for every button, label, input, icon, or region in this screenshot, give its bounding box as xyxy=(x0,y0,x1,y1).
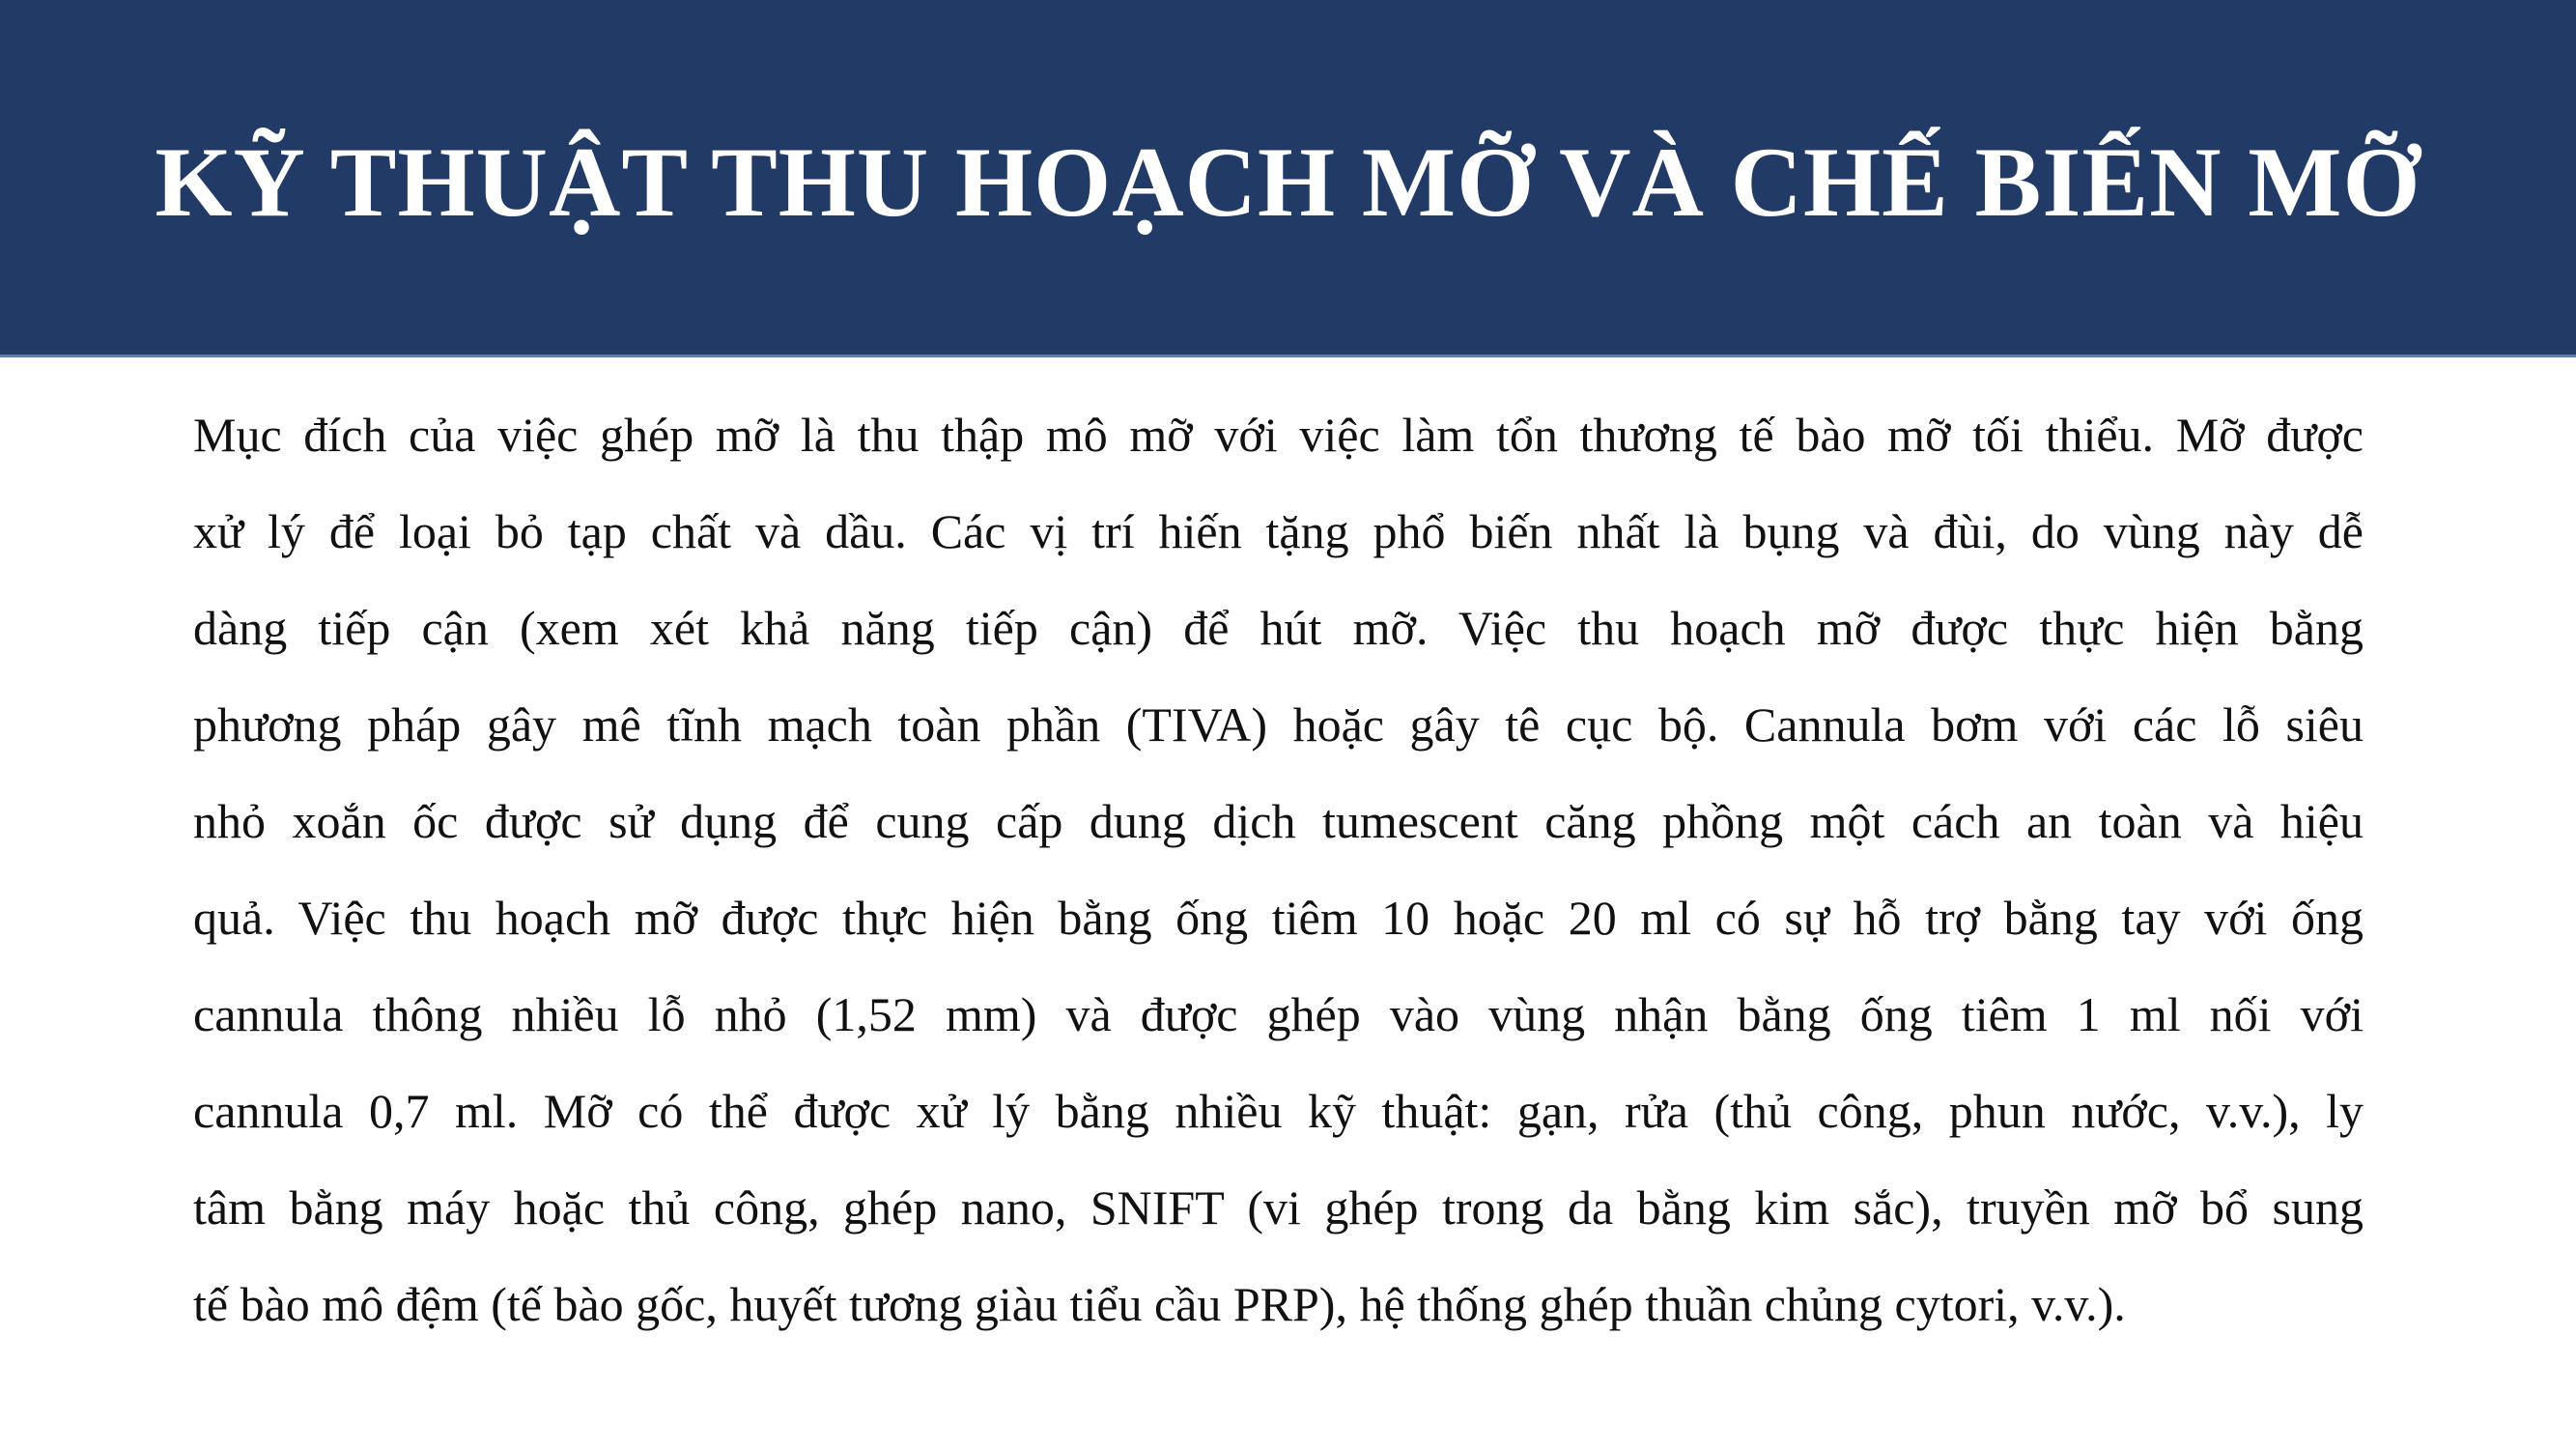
paragraph-line: tế bào mô đệm (tế bào gốc, huyết tương giàu tiểu cầu PRP), hệ thống ghép thuần chủng cytori, v.v.). xyxy=(193,1277,2126,1331)
paragraph-line: cannula thông nhiều lỗ nhỏ (1,52 mm) và được ghép vào vùng nhận bằng ống tiêm 1 ml nối với xyxy=(193,987,2364,1041)
paragraph-line: tâm bằng máy hoặc thủ công, ghép nano, SNIFT (vi ghép trong da bằng kim sắc), truyền mỡ bổ sung xyxy=(193,1180,2364,1235)
slide-title: KỸ THUẬT THU HOẠCH MỠ VÀ CHẾ BIẾN MỠ xyxy=(155,128,2421,238)
paragraph-line: dàng tiếp cận (xem xét khả năng tiếp cận) để hút mỡ. Việc thu hoạch mỡ được thực hiện bằng xyxy=(193,601,2364,655)
paragraph-line: cannula 0,7 ml. Mỡ có thể được xử lý bằng nhiều kỹ thuật: gạn, rửa (thủ công, phun nước, v.v.), ly xyxy=(193,1084,2364,1138)
paragraph-line: xử lý để loại bỏ tạp chất và dầu. Các vị trí hiến tặng phổ biến nhất là bụng và đùi, do vùng này dễ xyxy=(193,504,2364,558)
body-paragraph xyxy=(193,386,2364,1352)
paragraph-line: Mục đích của việc ghép mỡ là thu thập mô mỡ với việc làm tổn thương tế bào mỡ tối thiểu. Mỡ được xyxy=(193,408,2364,462)
paragraph-line: nhỏ xoắn ốc được sử dụng để cung cấp dung dịch tumescent căng phồng một cách an toàn và hiệu xyxy=(193,794,2364,848)
paragraph-line: quả. Việc thu hoạch mỡ được thực hiện bằng ống tiêm 10 hoặc 20 ml có sự hỗ trợ bằng tay với ống xyxy=(193,891,2364,945)
paragraph-line: phương pháp gây mê tĩnh mạch toàn phần (TIVA) hoặc gây tê cục bộ. Cannula bơm với các lỗ siêu xyxy=(193,697,2364,752)
